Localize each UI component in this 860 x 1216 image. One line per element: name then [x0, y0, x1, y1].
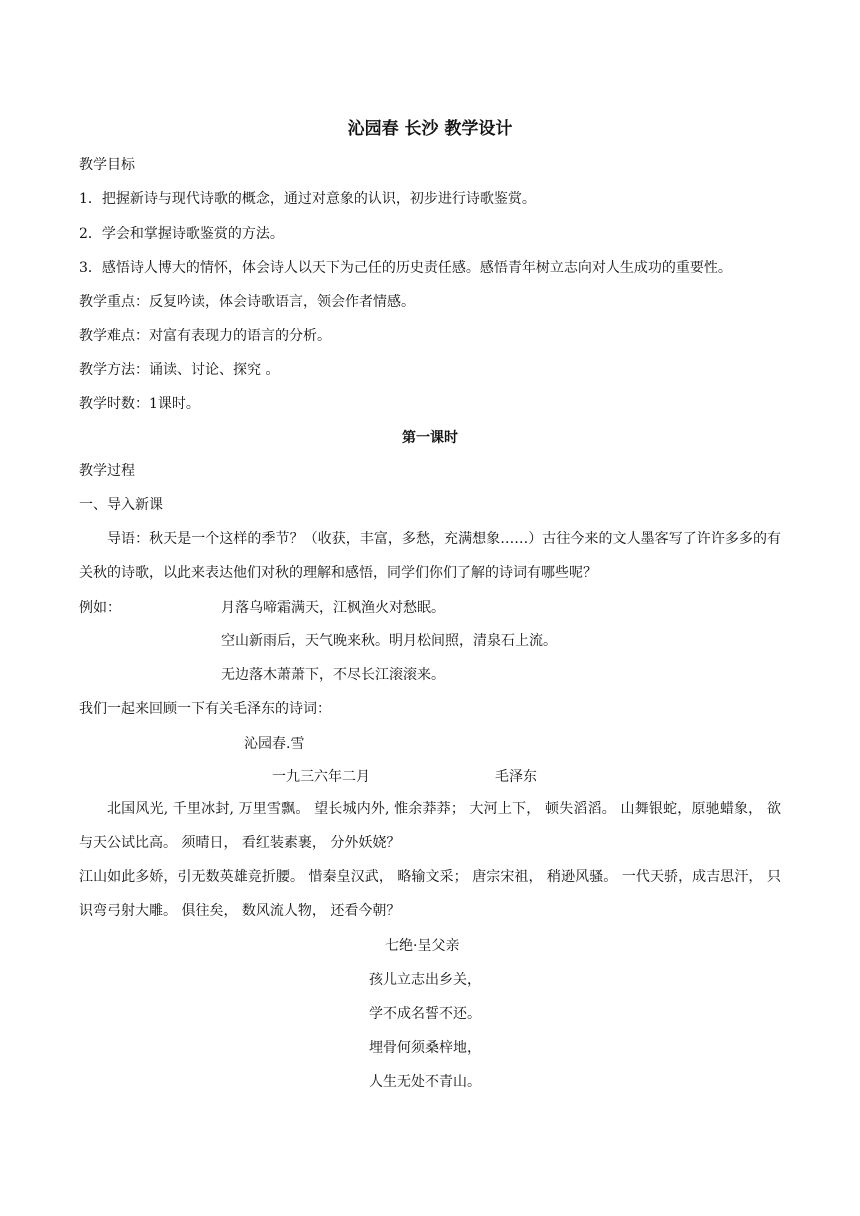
- teaching-hours: 教学时数：1课时。: [79, 396, 200, 412]
- difficulty: 教学难点：对富有表现力的语言的分析。: [79, 328, 331, 344]
- document-title: 沁园春 长沙 教学设计: [347, 119, 513, 139]
- poem2-line-3: 埋骨何须桑梓地，: [369, 1040, 481, 1056]
- section-heading-1: 一、导入新课: [79, 497, 163, 513]
- example-line-1: 月落乌啼霜满天，江枫渔火对愁眠。: [221, 600, 445, 616]
- example-line-3: 无边落木萧萧下，不尽长江滚滚来。: [221, 667, 445, 683]
- poem1-stanza-1: 北国风光, 千里冰封, 万里雪飘。 望长城内外, 惟余莽莽； 大河上下， 顿失滔滔。 山舞银蛇，原驰蜡象， 欲与天公试比高。 须晴日， 看红装素裹， 分外妖娆？: [79, 801, 781, 851]
- example-line-2: 空山新雨后，天气晚来秋。明月松间照，清泉石上流。: [221, 633, 557, 649]
- example-label: 例如：: [79, 600, 121, 616]
- poem2-line-1: 孩儿立志出乡关，: [369, 972, 481, 988]
- poem2-title: 七绝·呈父亲: [385, 938, 460, 954]
- goal-item-1: 1．把握新诗与现代诗歌的概念，通过对意象的认识，初步进行诗歌鉴赏。: [79, 191, 536, 207]
- key-point: 教学重点：反复吟读，体会诗歌语言，领会作者情感。: [79, 294, 415, 310]
- goal-item-2: 2．学会和掌握诗歌鉴赏的方法。: [79, 226, 284, 242]
- goal-item-3: 3．感悟诗人博大的情怀，体会诗人以天下为己任的历史责任感。感悟青年树立志向对人生成功的重要性。: [79, 260, 732, 276]
- poem1-author: 毛泽东: [495, 769, 537, 785]
- intro-paragraph: 导语：秋天是一个这样的季节？（收获，丰富，多愁，充满想象……）古往今来的文人墨客写了许许多多的有关秋的诗歌，以此来表达他们对秋的理解和感悟，同学们你们了解的诗词有哪些呢？: [79, 531, 781, 581]
- poem1-date: 一九三六年二月: [272, 769, 370, 785]
- goals-heading: 教学目标: [79, 157, 135, 173]
- poem1-stanza-2: 江山如此多娇，引无数英雄竞折腰。 惜秦皇汉武， 略输文采； 唐宗宋祖， 稍逊风骚。 一代天骄，成吉思汗， 只识弯弓射大雕。 俱往矣， 数风流人物， 还看今朝？: [79, 869, 781, 919]
- poem1-title: 沁园春.雪: [244, 736, 305, 752]
- poem2-line-2: 学不成名誓不还。: [369, 1006, 481, 1022]
- teaching-method: 教学方法：诵读、讨论、探究 。: [79, 362, 280, 378]
- lesson-heading: 第一课时: [402, 430, 458, 446]
- review-line: 我们一起来回顾一下有关毛泽东的诗词：: [79, 701, 331, 717]
- process-heading: 教学过程: [79, 463, 135, 479]
- poem2-line-4: 人生无处不青山。: [369, 1074, 481, 1090]
